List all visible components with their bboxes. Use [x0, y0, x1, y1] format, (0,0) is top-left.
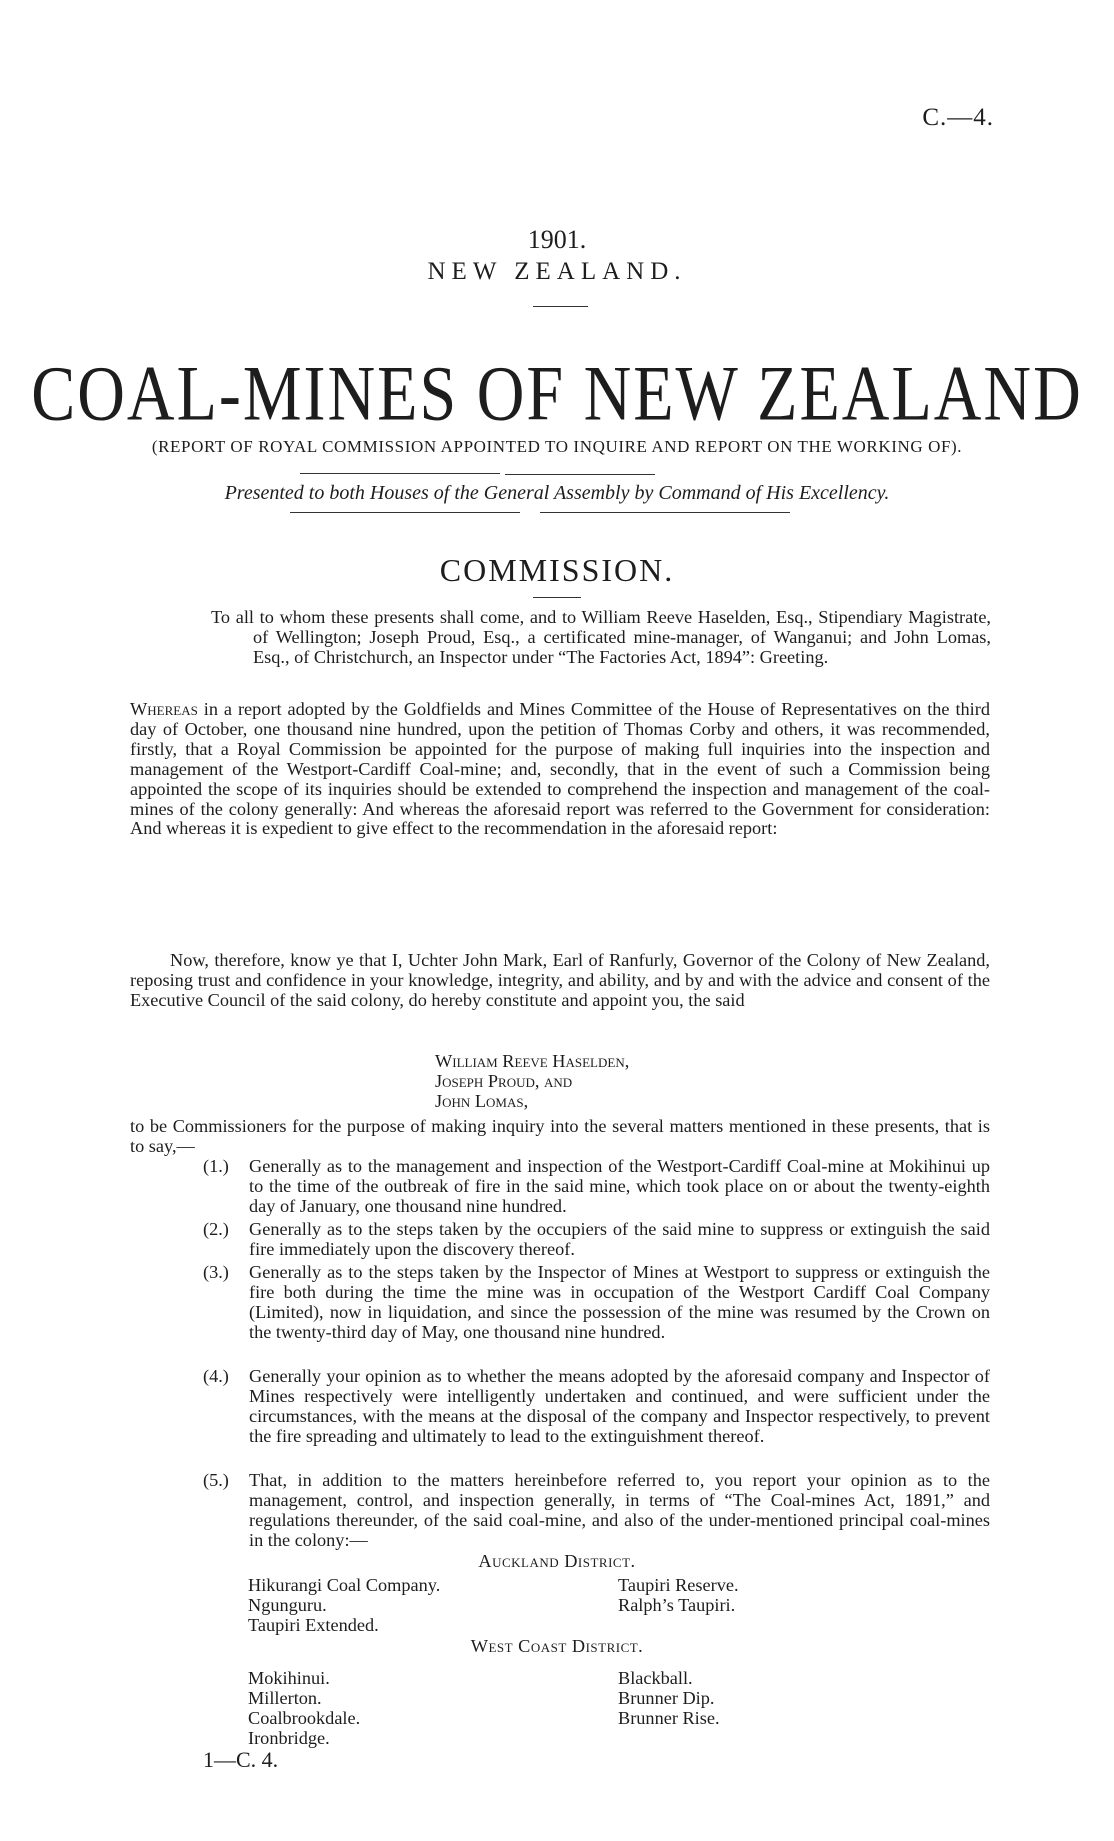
west-coast-left-column [248, 1669, 360, 1749]
divider [533, 306, 588, 307]
item-text: That, in addition to the matters hereinbefore referred to, you report your opinion as to the management, control, and inspection generally, in terms of “The Coal-mines Act, 1891,” and regulations thereunder, of the said coal-mine, and also of the under-mentioned principal coal-mines in the colony:— [249, 1470, 990, 1550]
section-heading: COMMISSION. [439, 552, 675, 588]
greeting-paragraph: To all to whom these presents shall come, and to William Reeve Haselden, Esq., Stipendiary Magistrate, of Wellington; Joseph Proud, Esq., a certificated mine-manager, of Wanganui; and John Lomas, Esq., of Christchurch, an Inspector under “The Factories Act, 1894”: Greeting. [211, 607, 991, 667]
mine-name: Brunner Dip. [618, 1687, 715, 1708]
commissioner-name: William Reeve Haselden, [435, 1051, 630, 1071]
country-heading: NEW ZEALAND. [427, 258, 687, 285]
footer-reference: 1—C. 4. [203, 1747, 279, 1772]
mine-name: Taupiri Reserve. [618, 1575, 739, 1595]
item-number: (2.) [203, 1219, 229, 1239]
commissioner-names [435, 1051, 629, 1111]
list-item [203, 1157, 990, 1217]
item-text: Generally your opinion as to whether the means adopted by the aforesaid company and Inspector of Mines respectively were intelligently undertaken and continued, and were sufficient under the circumstances, with the means at the disposal of the company and Inspector respectively, to prevent the fire spreading and ultimately to lead to the extinguishment thereof. [249, 1366, 990, 1446]
divider [505, 474, 655, 475]
mine-name: Taupiri Extended. [248, 1614, 379, 1635]
west-coast-right-column [618, 1669, 720, 1729]
item-text: Generally as to the steps taken by the occupiers of the said mine to suppress or extinguish the said fire immediately upon the discovery thereof. [249, 1219, 990, 1259]
mine-name: Blackball. [618, 1668, 693, 1688]
mine-name: Brunner Rise. [618, 1707, 720, 1728]
document-subtitle: (REPORT OF ROYAL COMMISSION APPOINTED TO INQUIRE AND REPORT ON THE WORKING OF). [151, 437, 963, 456]
item-number: (5.) [203, 1470, 229, 1490]
to-be-commissioners-paragraph: to be Commissioners for the purpose of making inquiry into the several matters mentioned in these presents, that is to say,— [130, 1116, 990, 1156]
divider [540, 512, 790, 513]
district-heading-west-coast: West Coast District. [470, 1636, 644, 1656]
item-number: (4.) [203, 1366, 229, 1386]
mine-name: Ironbridge. [248, 1727, 330, 1748]
mine-name: Millerton. [248, 1687, 322, 1708]
page-reference: C.—4. [922, 104, 994, 131]
divider [300, 473, 500, 474]
document-title: COAL-MINES OF NEW ZEALAND [31, 351, 1083, 438]
mine-name: Mokihinui. [248, 1668, 330, 1688]
list-item [203, 1263, 990, 1343]
item-number: (3.) [203, 1262, 229, 1282]
whereas-text: in a report adopted by the Goldfields and Mines Committee of the House of Representatives on the third day of October, one thousand nine hundred, upon the petition of Thomas Corby and others, it was recommended, firstly, that a Royal Commission be appointed for the purpose of making full inquiries into the inspection and management of the Westport-Cardiff Coal-mine; and, secondly, that in the event of such a Commission being appointed the scope of its inquiries should be extended to comprehend the inspection and management of the coal-mines of the colony generally: And whereas the aforesaid report was referred to the Government for consideration: And whereas it is expedient to give effect to the recommendation in the aforesaid report: [130, 699, 990, 839]
mine-name: Ralph’s Taupiri. [618, 1594, 736, 1615]
year: 1901. [527, 225, 587, 254]
item-text: Generally as to the steps taken by the Inspector of Mines at Westport to suppress or extinguish the fire both during the time the mine was in occupation of the Westport Cardiff Coal Company (Limited), now in liquidation, and since the possession of the mine was resumed by the Crown on the twenty-third day of May, one thousand nine hundred. [249, 1262, 990, 1342]
list-item [203, 1367, 990, 1447]
list-item [203, 1220, 990, 1260]
whereas-paragraph [130, 700, 990, 839]
now-therefore-paragraph: Now, therefore, know ye that I, Uchter John Mark, Earl of Ranfurly, Governor of the Colony of New Zealand, reposing trust and confidence in your knowledge, integrity, and ability, and by and with the advice and consent of the Executive Council of the said colony, do hereby constitute and appoint you, the said [130, 950, 990, 1010]
list-item [203, 1471, 990, 1551]
presentation-note: Presented to both Houses of the General Assembly by Command of His Excellency. [224, 482, 890, 504]
mine-name: Coalbrookdale. [248, 1707, 361, 1728]
divider [533, 597, 581, 598]
mine-name: Hikurangi Coal Company. [248, 1575, 441, 1595]
commissioner-name: John Lomas, [435, 1091, 529, 1111]
item-number: (1.) [203, 1156, 229, 1176]
mine-name: Ngunguru. [248, 1594, 327, 1615]
item-text: Generally as to the management and inspection of the Westport-Cardiff Coal-mine at Mokihinui up to the time of the outbreak of fire in the said mine, which took place on or about the twenty-eighth day of January, one thousand nine hundred. [249, 1156, 990, 1216]
auckland-left-column [248, 1576, 440, 1636]
divider [290, 512, 520, 513]
auckland-right-column [618, 1576, 739, 1616]
district-heading-auckland: Auckland District. [478, 1551, 636, 1571]
commissioner-name: Joseph Proud, and [435, 1071, 573, 1091]
whereas-lead: Whereas [130, 699, 198, 719]
